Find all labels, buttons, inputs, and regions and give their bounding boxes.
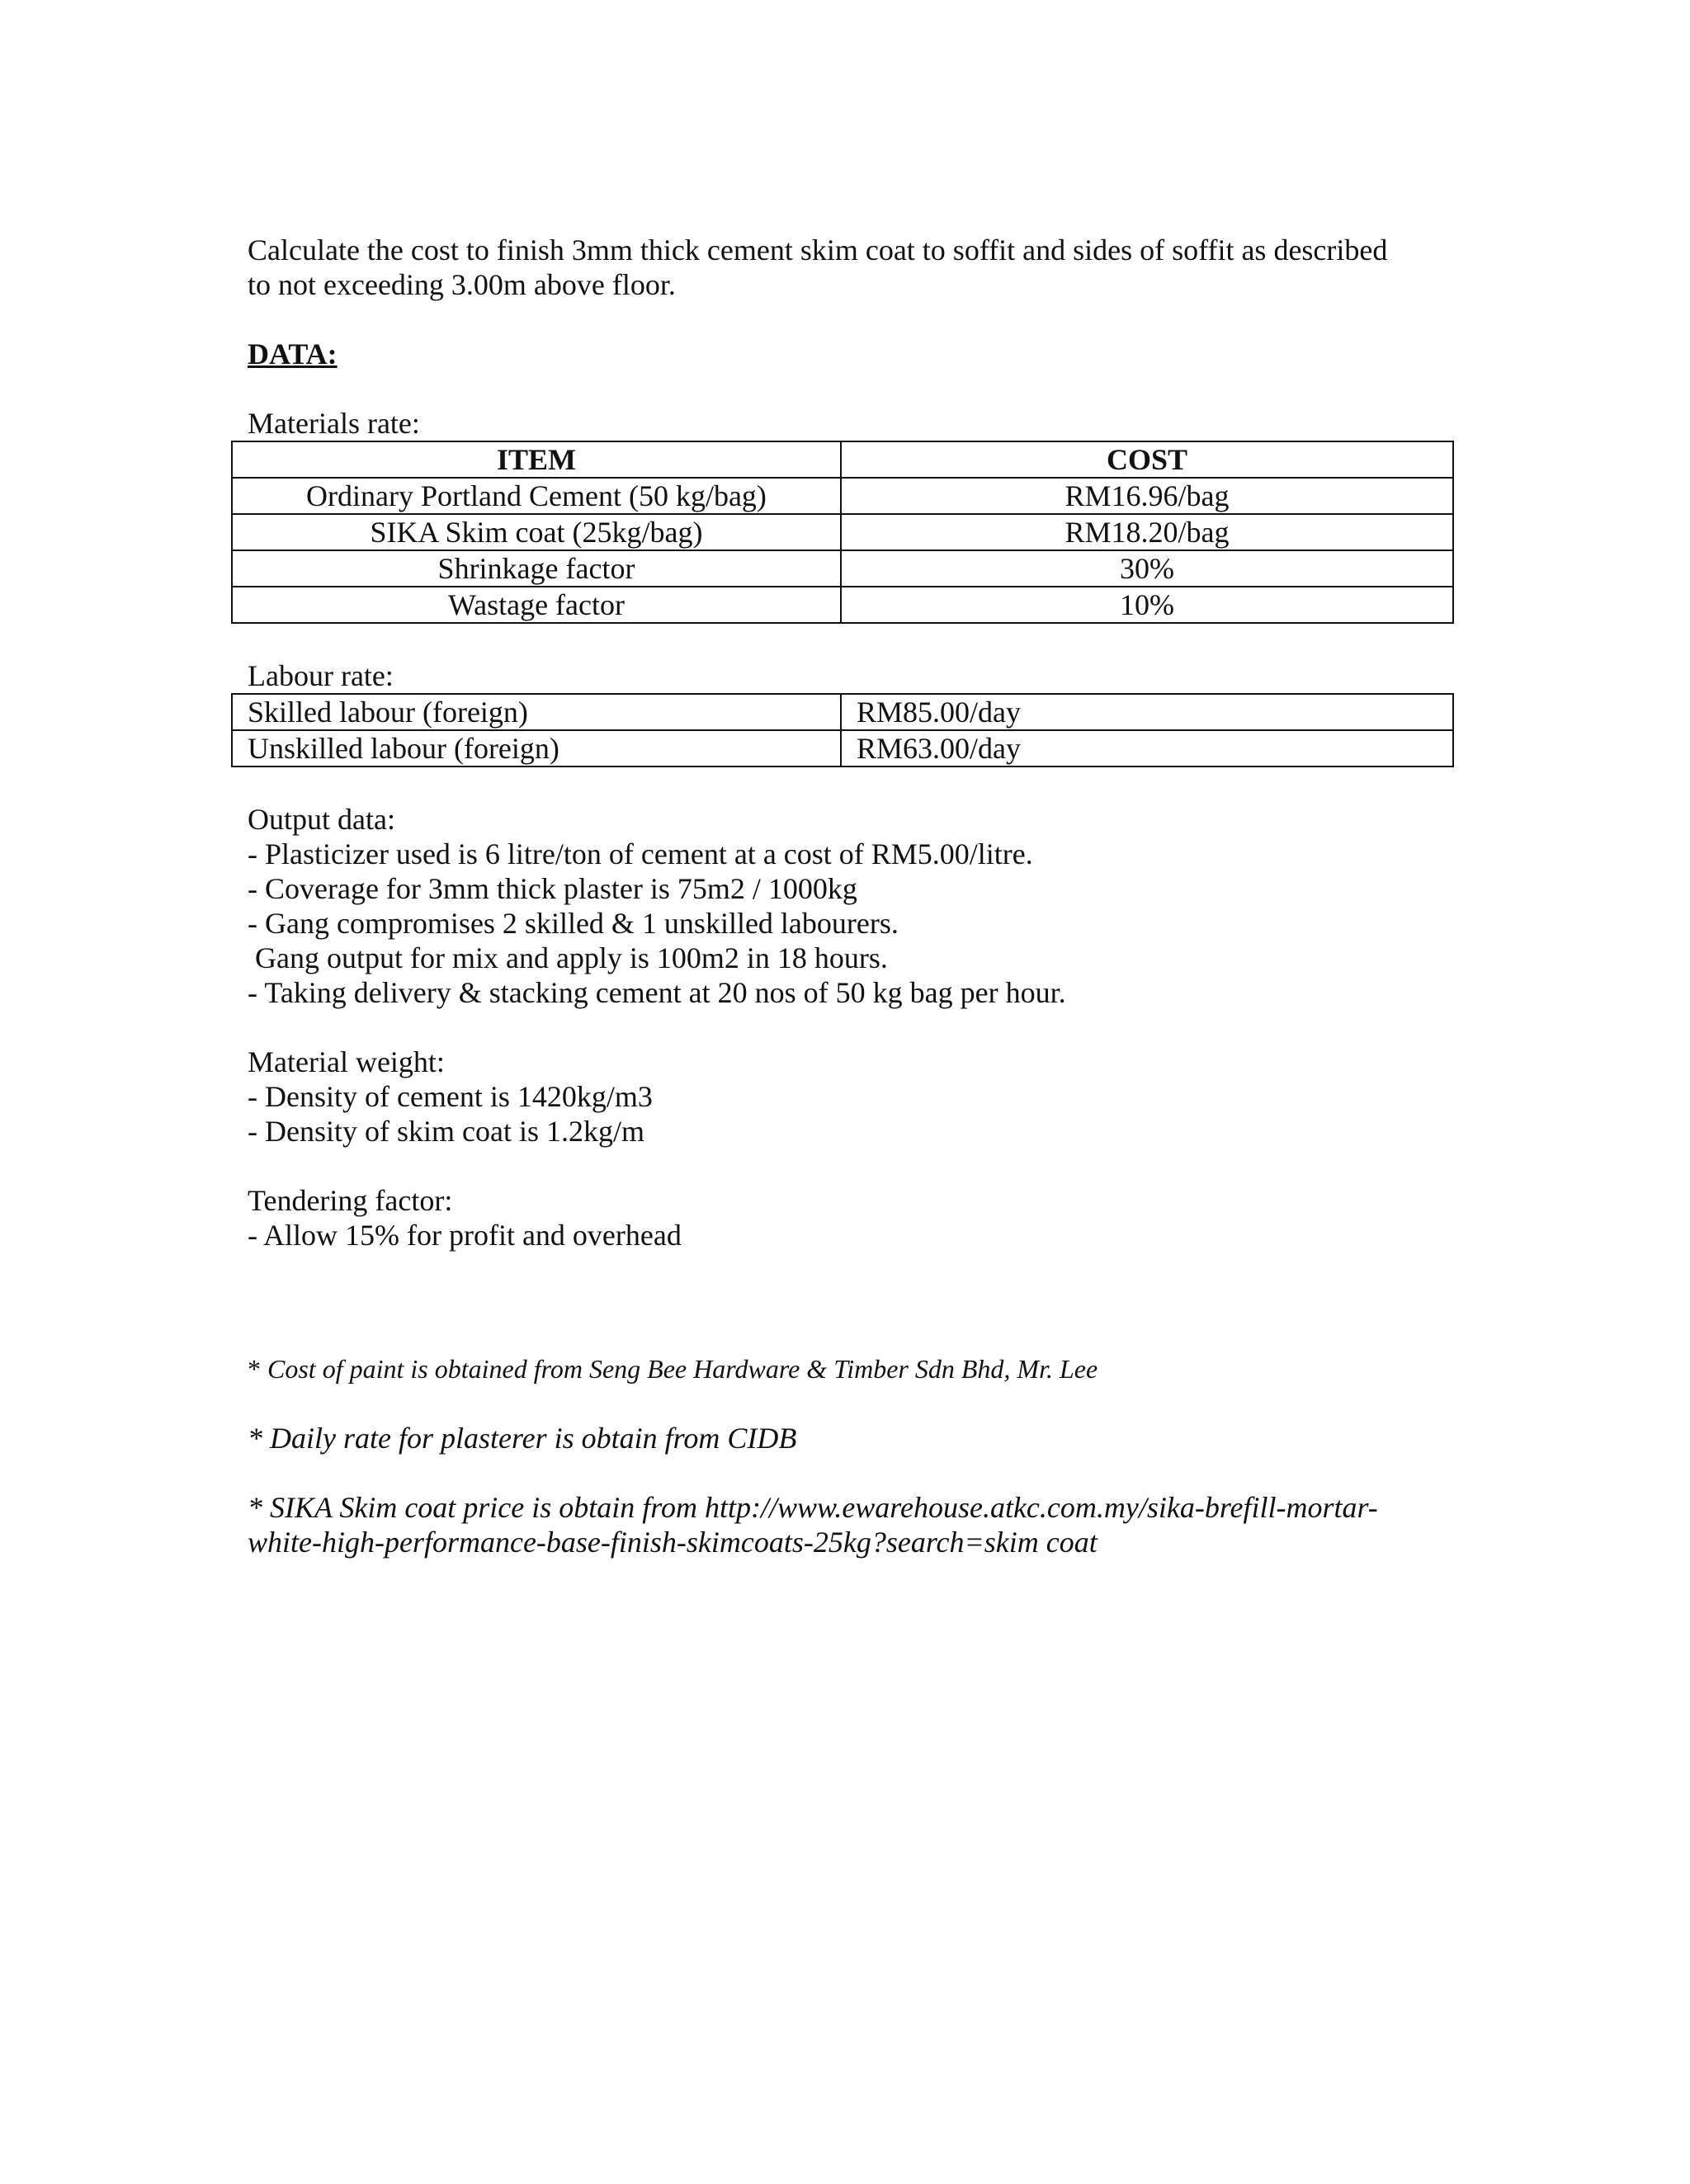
output-data-caption: Output data: — [248, 803, 395, 836]
header-cost: COST — [841, 441, 1453, 478]
material-weight-caption: Material weight: — [248, 1045, 445, 1078]
table-header-row — [232, 441, 1453, 478]
table-row — [232, 587, 1453, 623]
tendering-factor-section — [248, 1183, 1452, 1252]
material-item: Wastage factor — [232, 587, 841, 623]
labour-rate: RM63.00/day — [841, 730, 1453, 767]
material-cost: RM16.96/bag — [841, 478, 1453, 514]
materials-table — [231, 441, 1454, 624]
material-weight-section — [248, 1045, 1452, 1149]
footnotes — [248, 1351, 1452, 1559]
note-paint-text: Cost of paint is obtained from Seng Bee Hardware & Timber Sdn Bhd, Mr. Lee — [267, 1354, 1098, 1384]
materials-caption: Materials rate: — [248, 407, 420, 440]
list-item: - Density of cement is 1420kg/m3 — [248, 1080, 653, 1113]
note-skim-source: * SIKA Skim coat price is obtain from http://www.ewarehouse.atkc.com.my/sika-brefill-mortar- white-high-performance-base-finish-skimcoats-25kg?search=skim coat — [248, 1491, 1378, 1559]
list-item: - Plasticizer used is 6 litre/ton of cement at a cost of RM5.00/litre. — [248, 837, 1033, 870]
table-row — [232, 694, 1453, 730]
material-cost: 10% — [841, 587, 1453, 623]
output-data-section — [248, 802, 1452, 1010]
tendering-factor-caption: Tendering factor: — [248, 1184, 453, 1217]
document-page — [248, 233, 1452, 1594]
data-heading: DATA: — [248, 337, 338, 370]
note-plasterer-source: * Daily rate for plasterer is obtain from CIDB — [248, 1422, 797, 1455]
list-item: Gang output for mix and apply is 100m2 in 18 hours. — [248, 941, 888, 974]
labour-rate: RM85.00/day — [841, 694, 1453, 730]
material-cost: RM18.20/bag — [841, 514, 1453, 550]
material-item: Shrinkage factor — [232, 550, 841, 587]
labour-table — [231, 693, 1454, 767]
intro-paragraph: Calculate the cost to finish 3mm thick cement skim coat to soffit and sides of soffit as described to not exceeding 3.00m above floor. — [248, 233, 1388, 301]
table-row — [232, 514, 1453, 550]
note-paint-source — [248, 1351, 1452, 1386]
list-item: - Gang compromises 2 skilled & 1 unskilled labourers. — [248, 907, 899, 940]
table-row — [232, 478, 1453, 514]
table-row — [232, 550, 1453, 587]
material-cost: 30% — [841, 550, 1453, 587]
labour-caption: Labour rate: — [248, 659, 394, 692]
table-row — [232, 730, 1453, 767]
list-item: - Allow 15% for profit and overhead — [248, 1219, 682, 1252]
material-item: Ordinary Portland Cement (50 kg/bag) — [232, 478, 841, 514]
list-item: - Taking delivery & stacking cement at 20 nos of 50 kg bag per hour. — [248, 976, 1066, 1009]
note-star: * — [248, 1354, 261, 1384]
labour-type: Unskilled labour (foreign) — [232, 730, 841, 767]
material-item: SIKA Skim coat (25kg/bag) — [232, 514, 841, 550]
header-item: ITEM — [232, 441, 841, 478]
labour-type: Skilled labour (foreign) — [232, 694, 841, 730]
list-item: - Density of skim coat is 1.2kg/m — [248, 1115, 644, 1148]
list-item: - Coverage for 3mm thick plaster is 75m2 / 1000kg — [248, 872, 857, 905]
